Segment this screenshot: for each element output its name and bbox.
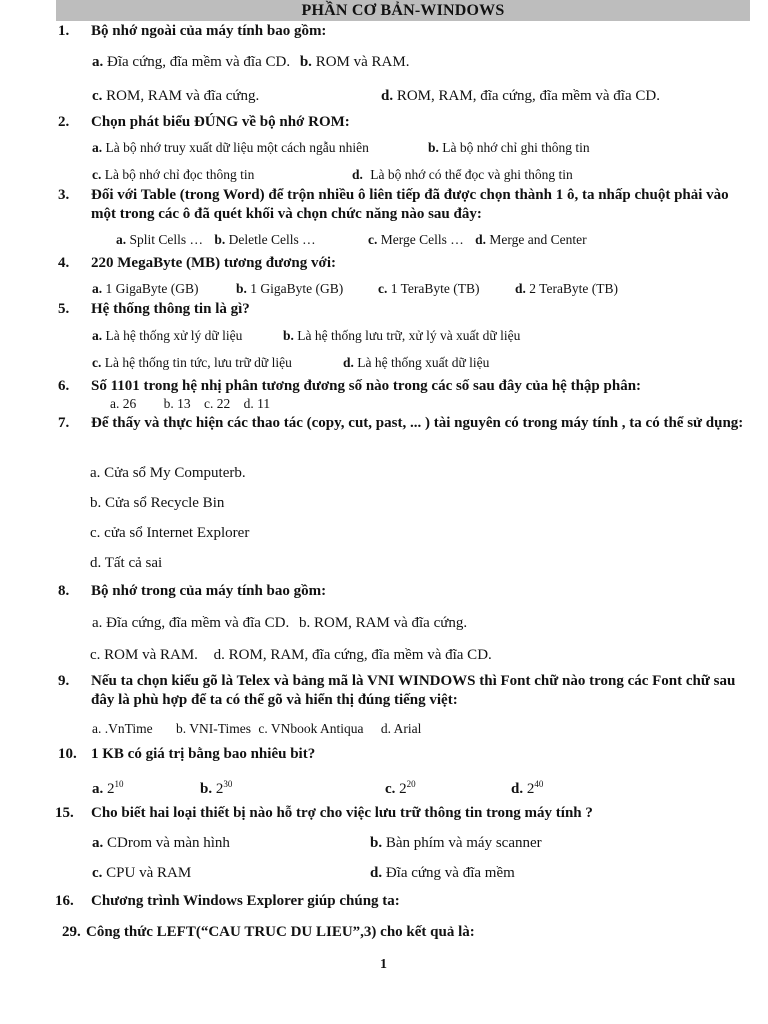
question-text: Nếu ta chọn kiểu gõ là Telex và bảng mã là VNI WINDOWS thì Font chữ nào trong các Font chữ sau đây là phù hợp để ta có thể gõ và hiển thị đúng tiếng việt: (91, 673, 736, 708)
question-text: Để thấy và thực hiện các thao tác (copy, cut, past, ... ) tài nguyên có trong máy tính , ta có thể sử dụng: (91, 415, 744, 431)
question-text: Bộ nhớ ngoài của máy tính bao gồm: (91, 23, 327, 39)
option-b: b. VNI-Times (176, 721, 252, 736)
option-b: b. Là hệ thống lưu trữ, xử lý và xuất dữ liệu (283, 328, 521, 343)
question-number: 6. (58, 378, 70, 394)
answer-row (200, 775, 232, 798)
question-number: 5. (58, 301, 70, 317)
option-a: a. Split Cells … (116, 232, 204, 247)
answer-row (116, 231, 316, 249)
question-number: 4. (58, 255, 70, 271)
question-number: 15. (55, 805, 74, 821)
answer-row (378, 280, 480, 298)
question-number: 7. (58, 415, 70, 431)
option-d: d. Đĩa cứng và đĩa mềm (370, 865, 515, 881)
option-c: c. cửa sổ Internet Explorer (90, 525, 250, 541)
option-d: d. Merge and Center (475, 232, 587, 247)
answer-row (92, 864, 191, 882)
option-d: d. 11 (243, 396, 271, 411)
answer-row (110, 395, 270, 413)
answer-row (283, 327, 520, 345)
option-a: a. .VnTime (92, 721, 153, 736)
option-b: b. $2^{30}$ (200, 779, 233, 797)
option-b: b. ROM và RAM. (299, 54, 410, 70)
answer-row (90, 646, 492, 664)
option-a: a. Đĩa cứng, đĩa mềm và đĩa CD. (92, 615, 290, 631)
answer-row (511, 775, 543, 798)
option-c: c. CPU và RAM (92, 865, 192, 881)
option-a: a. Là hệ thống xử lý dữ liệu (92, 328, 243, 343)
question-number: 9. (58, 673, 70, 689)
option-d: d. Là bộ nhớ có thể đọc và ghi thông tin (352, 167, 573, 182)
option-a: a. $2^{10}$ (92, 779, 124, 797)
option-a: a. 26 (110, 396, 137, 411)
option-b: b. Bàn phím và máy scanner (370, 835, 542, 851)
question-text: Đối với Table (trong Word) để trộn nhiều ô liên tiếp đã được chọn thành 1 ô, ta nhấp chuột phải vào một trong các ô đã quét khối và chọn chức năng nào sau đây: (91, 187, 729, 222)
answer-row (92, 280, 198, 298)
answer-row (352, 166, 573, 184)
option-b: b. 1 GigaByte (GB) (236, 281, 344, 296)
question-number: 16. (55, 893, 74, 909)
option-a: a. CDrom và màn hình (92, 835, 230, 851)
answer-row (92, 834, 230, 852)
answer-row (90, 464, 246, 482)
answer-row (92, 327, 242, 345)
answer-row (92, 139, 369, 157)
option-a: a. Cửa sổ My Computerb. (90, 465, 246, 481)
option-d: d. $2^{40}$ (511, 779, 544, 797)
option-b: b. ROM, RAM và đĩa cứng. (299, 615, 468, 631)
answer-row (515, 280, 618, 298)
answer-row (92, 720, 421, 738)
option-d: d. 2 TeraByte (TB) (515, 281, 619, 296)
answer-row (92, 53, 409, 71)
question-number: 2. (58, 114, 70, 130)
answer-row (90, 554, 162, 572)
option-c: c. Là hệ thống tin tức, lưu trữ dữ liệu (92, 355, 292, 370)
question-text: Số 1101 trong hệ nhị phân tương đương số nào trong các số sau đây của hệ thập phân: (91, 378, 642, 394)
question-text: Công thức LEFT(“CAU TRUC DU LIEU”,3) cho kết quả là: (86, 924, 475, 940)
option-c: c. $2^{20}$ (385, 779, 416, 797)
question-text: 1 KB có giá trị bằng bao nhiêu bit? (91, 746, 316, 762)
option-d: d. Arial (380, 721, 422, 736)
question-text: Chọn phát biểu ĐÚNG về bộ nhớ ROM: (91, 114, 350, 130)
answer-row (92, 87, 259, 105)
option-b: b. 13 (163, 396, 191, 411)
option-c: c. Merge Cells … (368, 232, 464, 247)
option-c: c. Là bộ nhớ chỉ đọc thông tin (92, 167, 255, 182)
option-a: a. Là bộ nhớ truy xuất dữ liệu một cách ngẫu nhiên (92, 140, 369, 155)
option-c: c. ROM và RAM. (90, 647, 198, 663)
option-b: b. Deletle Cells … (214, 232, 316, 247)
question-text: Hệ thống thông tin là gì? (91, 301, 250, 317)
question-number: 10. (58, 746, 77, 762)
page-number: 1 (380, 957, 387, 972)
answer-row (381, 87, 660, 105)
question-number: 3. (58, 187, 70, 203)
option-c: c. ROM, RAM và đĩa cứng. (92, 88, 260, 104)
answer-row (92, 354, 292, 372)
page-title: PHẦN CƠ BẢN-WINDOWS (56, 0, 750, 21)
answer-row (92, 614, 467, 632)
option-d: d. ROM, RAM, đĩa cứng, đĩa mềm và đĩa CD. (213, 647, 492, 663)
option-d: d. Là hệ thống xuất dữ liệu (343, 355, 490, 370)
answer-row (368, 231, 587, 249)
answer-row (370, 834, 542, 852)
question-number: 1. (58, 23, 70, 39)
option-d: d. Tất cả sai (90, 555, 163, 571)
option-c: c. VNbook Antiqua (258, 721, 364, 736)
answer-row (236, 280, 343, 298)
answer-row (90, 524, 249, 542)
question-number: 8. (58, 583, 70, 599)
option-a: a. Đĩa cứng, đĩa mềm và đĩa CD. (92, 54, 291, 70)
question-number: 29. (62, 924, 81, 940)
question-text: Chương trình Windows Explorer giúp chúng ta: (91, 893, 400, 909)
answer-row (92, 166, 254, 184)
option-d: d. ROM, RAM, đĩa cứng, đĩa mềm và đĩa CD. (381, 88, 660, 104)
question-text: 220 MegaByte (MB) tương đương với: (91, 255, 336, 271)
answer-row (428, 139, 590, 157)
question-text: Bộ nhớ trong của máy tính bao gồm: (91, 583, 327, 599)
question-text: Cho biết hai loại thiết bị nào hỗ trợ cho việc lưu trữ thông tin trong máy tính ? (91, 805, 593, 821)
answer-row (90, 494, 224, 512)
answer-row (385, 775, 416, 798)
option-b: b. Là bộ nhớ chỉ ghi thông tin (428, 140, 590, 155)
answer-row (343, 354, 489, 372)
option-a: a. 1 GigaByte (GB) (92, 281, 199, 296)
option-c: c. 22 (204, 396, 231, 411)
option-b: b. Cửa sổ Recycle Bin (90, 495, 225, 511)
option-c: c. 1 TeraByte (TB) (378, 281, 480, 296)
answer-row (370, 864, 515, 882)
answer-row (92, 775, 124, 798)
